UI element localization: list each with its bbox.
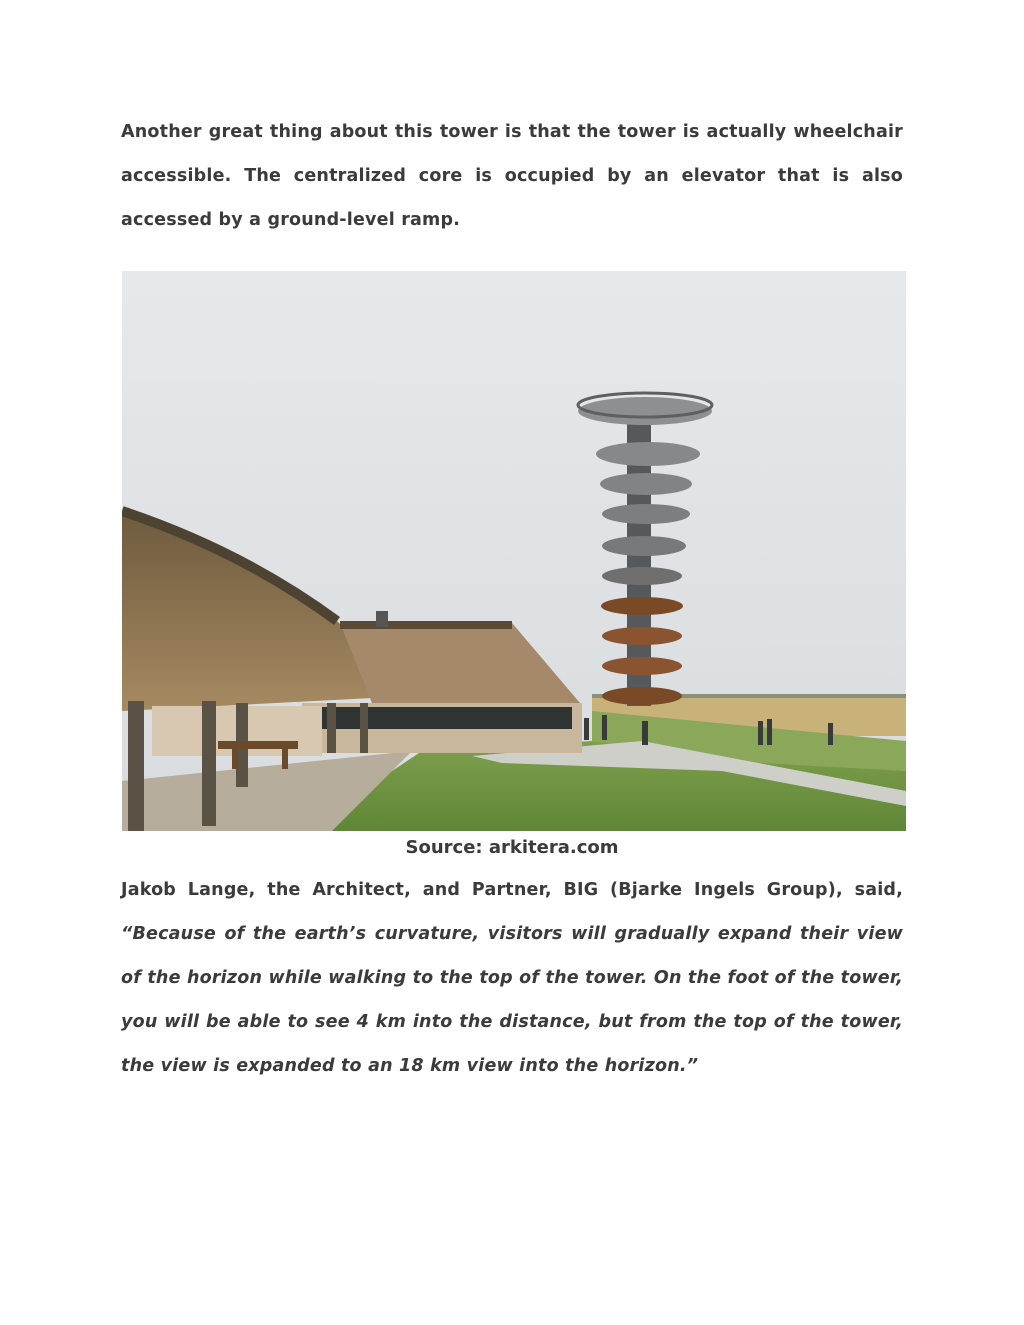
photo-caption: Source: arkitera.com	[405, 837, 619, 858]
body-paragraph-accessibility: Another great thing about this tower is that the tower is actually wheelchair accessible. The centralized core is occupied by an elevator that is also accessed by a ground-level ramp.	[121, 122, 903, 230]
body-paragraph-quote	[121, 868, 903, 1088]
architect-quote: “Because of the earth’s curvature, visitors will gradually expand their view of the horizon while walking to the top of the tower. On the foot of the tower, you will be able to see 4 km into the distance, but from the top of the tower, the view is expanded to an 18 km view into the horizon.”	[121, 924, 903, 1076]
tower-photo	[122, 271, 906, 831]
quote-attribution: Jakob Lange, the Architect, and Partner, BIG (Bjarke Ingels Group), said,	[121, 880, 903, 900]
